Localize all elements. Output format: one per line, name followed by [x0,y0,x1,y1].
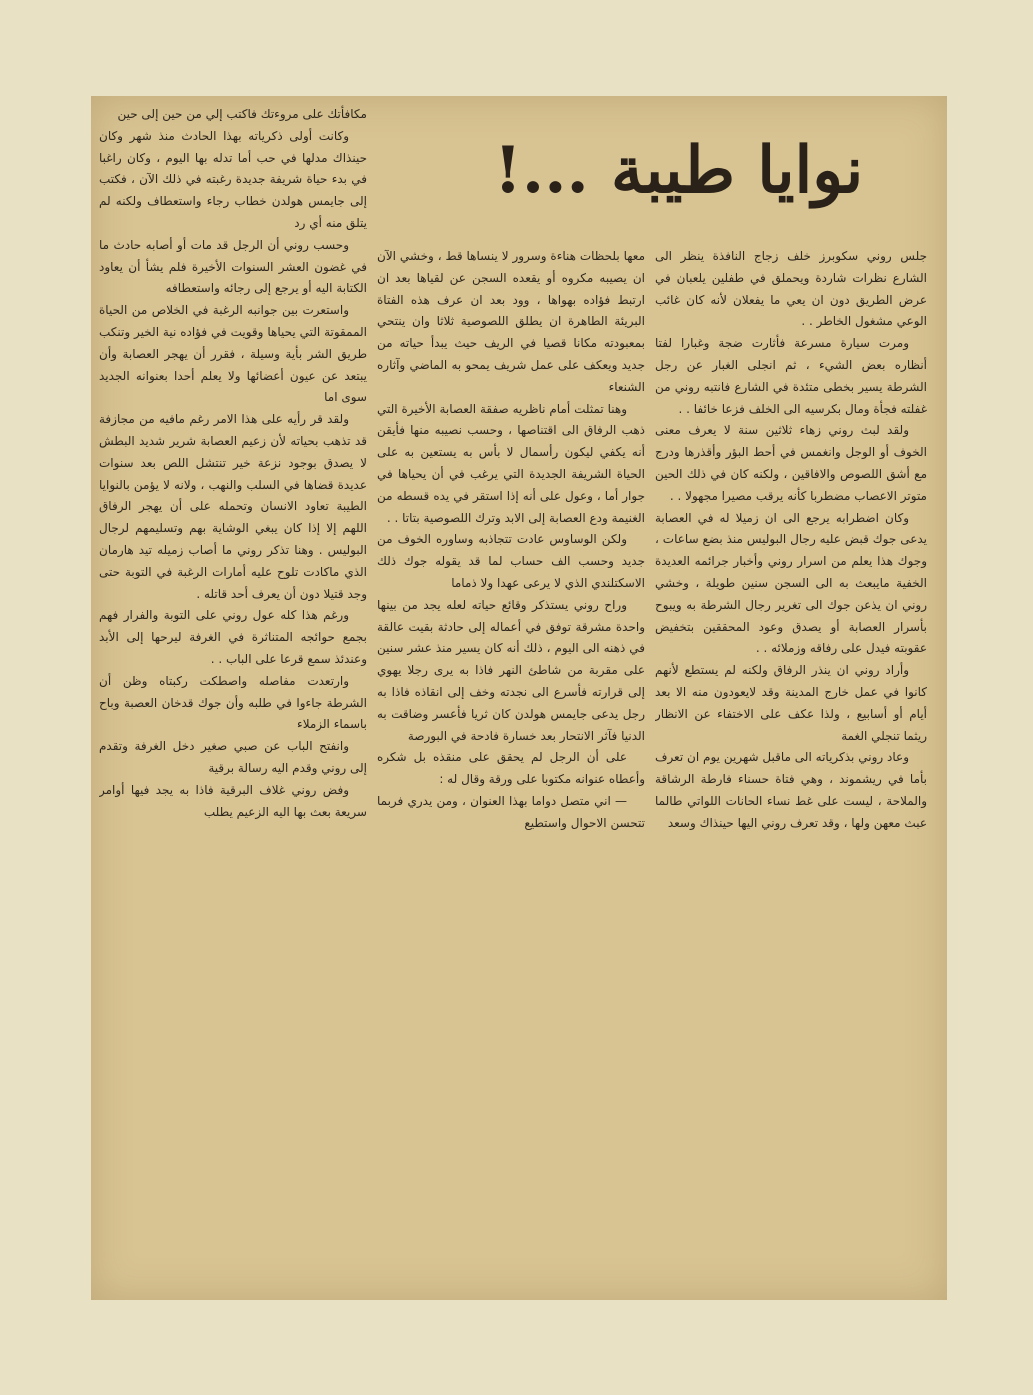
paragraph: وهنا تمثلت أمام ناظريه صفقة العصابة الأخيرة التي ذهب الرفاق الى اقتناصها ، وحسب نصيبه منها فأيقن أنه يكفي ليكون رأسمال لا بأس به يستعين به على الحياة الشريفة الجديدة التي يرغب في أن يحياها في جوار أما ، وعول على أنه إذا استقر في يده قسطه من الغنيمة ودع العصابة إلى الابد وترك اللصوصية بتاتا . . [377,401,645,525]
paragraph: ولقد لبث روني زهاء ثلاثين سنة لا يعرف معنى الخوف أو الوجل وانغمس في أحط البؤر وأقذرها ودرج مع أشق اللصوص والافاقين ، ولكنه كان في ذلك الحين متوتر الاعصاب مضطربا كأنه يرقب مصيرا مجهولا . . [655,423,927,503]
paragraph: ولكن الوساوس عادت تتجاذبه وساوره الخوف من جديد وحسب الف حساب لما قد يقوله جوك ذلك الاسكتلندي الذي لا يرعى عهدا ولا ذماما [377,532,645,590]
paragraph: على أن الرجل لم يحقق على منقذه بل شكره وأعطاه عنوانه مكتوبا على ورقة وقال له : [377,750,645,787]
paragraph: وحسب روني أن الرجل قد مات أو أصابه حادث ما في غضون العشر السنوات الأخيرة فلم يشأ أن يعاود الكتابة اليه أو يرجع إلى رجائه واستعطافه [99,237,367,296]
paragraph: جلس روني سكوبرز خلف زجاج النافذة ينظر الى الشارع نظرات شاردة ويحملق في طفلين يلعبان في عرض الطريق دون ان يعي ما يفعلان لأنه كان غائب الوعي مشغول الخاطر . . [655,249,927,329]
newspaper-page [91,96,947,1300]
paragraph: معها بلحظات هناءة وسرور لا ينساها قط ، وخشي الآن ان يصيبه مكروه أو يقعده السجن عن لقياها بعد ان ارتبط فؤاده بهواها ، وود بعد ان عرف هذه الفتاة البريئة الطاهرة ان يطلق اللصوصية ثلاثا وان ينتحي بمعبودته مكانا قصيا في الريف حيث يبدأ حياته من جديد ويعكف على عمل شريف يمحو به الماضي وآثاره الشنعاء [377,249,645,394]
paragraph: ولقد قر رأيه على هذا الامر رغم مافيه من مجازفة قد تذهب بحياته لأن زعيم العصابة شرير شديد البطش لا يصدق بوجود نزعة خير تنتشل اللص بعد سنوات عديدة قضاها في السلب والنهب ، ولانه لا يؤمن بالنوايا الطيبة تعاود الانسان وتحمله على أن يهجر الرفاق اللهم إلا إذا كان يبغي الوشاية بهم وتسليمهم لرجال البوليس . وهنا تذكر روني ما أصاب زميله تيد هارمان الذي ماكادت تلوح عليه أمارات الرغبة في التوبة حتى وجد قتيلا دون أن يعرف أحد قاتله . [99,412,367,601]
column-middle [377,246,645,1286]
column-right [655,246,927,1286]
paragraph: مكافأتك على مروءتك فاكتب إلي من حين إلى حين [117,107,367,121]
article-title: نوايا طيبة ...! [493,133,864,208]
paragraph: وراح روني يستذكر وقائع حياته لعله يجد من بينها واحدة مشرقة توفق في أعماله إلى حادثة بقيت عالقة في ذهنه الى اليوم ، ذلك أنه كان يسير منذ عشر سنين على مقربة من شاطئ النهر فاذا به يرى رجلا يهوي إلى قرارته فأسرع الى نجدته وخف إلى انقاذه فاذا به رجل يدعى جايمس هولدن كان ثريا فأعسر وضاقت به الدنيا فآثر الانتحار بعد خسارة فادحة في البورصة [377,597,645,743]
paragraph: وفض روني غلاف البرقية فاذا به يجد فيها أوامر سريعة بعث بها اليه الزعيم يطلب [99,782,367,819]
paragraph: واستعرت بين جوانبه الرغبة في الخلاص من الحياة الممقوتة التي يحياها وقويت في فؤاده نية الخير وتنكب طريق الشر بأية وسيلة ، فقرر أن يهجر العصابة وأن يبتعد عن عيون أعضائها ولا يعلم أحدا بعنوانه الجديد سوى اما [99,303,367,405]
paragraph: وارتعدت مفاصله واصطكت ركبتاه وظن أن الشرطة جاءوا في طلبه وأن جوك قدخان العصبة وباح باسماء الزملاء [99,673,367,732]
paragraph: وأراد روني ان ينذر الرفاق ولكنه لم يستطع لأنهم كانوا في عمل خارج المدينة وقد لايعودون منه الا بعد أيام أو أسابيع ، ولذا عكف على الاختفاء عن الانظار ريثما تنجلي الغمة [655,663,927,743]
paragraph: وكان اضطرابه يرجع الى ان زميلا له في العصابة يدعى جوك قبض عليه رجال البوليس منذ بضع ساعات ، وجوك هذا يعلم من اسرار روني وأخبار جرائمه العديدة الخفية مايبعث به الى السجن سنين طويلة ، وخشي روني ان يذعن جوك الى تغرير رجال الشرطة به ويبوح بأسرار العصابة أو يصدق وعود المحققين بتخفيض عقوبته فيدل على رفاقه وزملائه . . [655,510,927,656]
column-left [99,104,367,1286]
paragraph: — اني متصل دواما بهذا العنوان ، ومن يدري فربما تتحسن الاحوال واستطيع [377,793,645,830]
paragraph: وانفتح الباب عن صبي صغير دخل الغرفة وتقدم إلى روني وقدم اليه رسالة برقية [99,739,367,775]
paragraph: وعاد روني بذكرياته الى ماقبل شهرين يوم ان تعرف بأما في ريشموند ، وهي فتاة حسناء فارطة الرشاقة والملاحة ، ليست على غط نساء الحانات اللواتي طالما عبث معهن ولها ، وقد تعرف روني اليها حينذاك وسعد [655,750,927,830]
paragraph: ومرت سيارة مسرعة فأثارت ضجة وغبارا لفتا أنظاره بعض الشيء ، ثم انجلى الغبار عن رجل الشرطة يسير بخطى متئدة في الشارع فانتبه روني من غفلته فجأة ومال بكرسيه الى الخلف فزعا خائفا . . [655,336,927,416]
paragraph: وكانت أولى ذكرياته بهذا الحادث منذ شهر وكان حينذاك مدلها في حب أما تدله بها اليوم ، وكان راغبا في بدء حياة شريفة جديدة رغبته في ذلك الآن ، فكتب إلى جايمس هولدن خطاب رجاء واستعطاف ولكنه لم يتلق منه أي رد [99,128,367,230]
paragraph: ورغم هذا كله عول روني على التوبة والفرار فهم بجمع حوائجه المتناثرة في الغرفة ليرحها إلى الأبد وعندئذ سمع قرعا على الباب . . [99,608,367,666]
